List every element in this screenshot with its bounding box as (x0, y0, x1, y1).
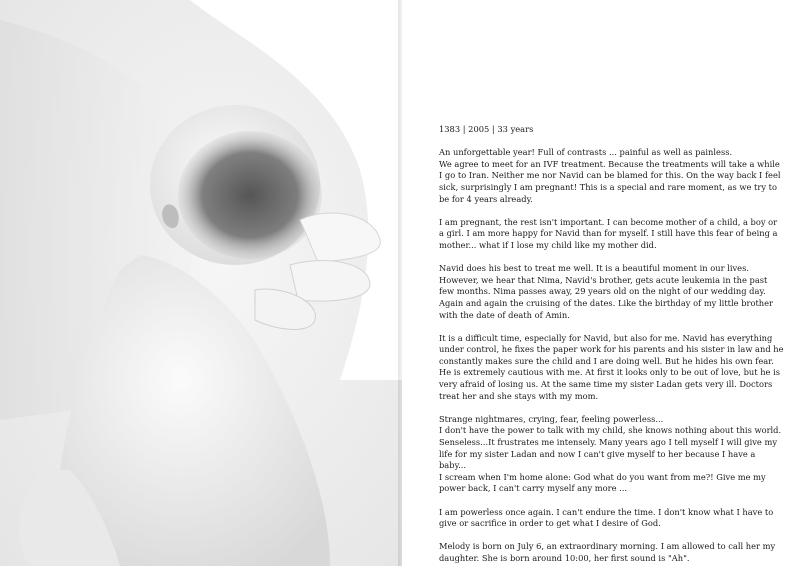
paragraph (439, 263, 784, 321)
text-line: Navid does his best to treat me well. It is a beautiful moment in our lives. (439, 263, 749, 274)
text-line: An unforgettable year! Full of contrasts ... painful as well as painless. (439, 147, 733, 158)
text-line: Again and again the cruising of the dates. Like the birthday of my little brother with the date of death of Amin. (439, 297, 774, 320)
text-line: Melody is born on July 6, an extraordinary morning. I am allowed to call her my daughter. She is born around 10:00, her first sound is "Ah". (439, 541, 776, 563)
paragraph (439, 541, 784, 564)
paragraph (439, 507, 784, 530)
text-block (439, 124, 784, 576)
text-line: I am powerless once again. I can't endure the time. I don't know what I have to give or sacrifice in order to get what I desire of God. (439, 506, 774, 529)
text-line: However, we hear that Nima, Navid's brother, gets acute leukemia in the past few months. Nima passes away, 29 years old on the night of our wedding day. (439, 274, 768, 297)
paragraph (439, 414, 784, 495)
text-line: I don't have the power to talk with my child, she knows nothing about this world. Senseless...It frustrates me intensely. Many years ago I tell myself I will give my life for my sister Ladan and now I can't give myself to her because I have a baby... (439, 425, 782, 471)
page-heading: 1383 | 2005 | 33 years (439, 124, 534, 134)
text-page (402, 0, 800, 566)
paragraph (439, 333, 784, 403)
paragraph (439, 217, 784, 252)
baby-photo (0, 0, 402, 566)
text-line: We agree to meet for an IVF treatment. Because the treatments will take a while I go to Iran. Neither me nor Navid can be blamed for this. On the way back I feel sick, surprisingly I am pregnant! This is a special and rare moment, as we try to be for 4 years already. (439, 158, 781, 204)
text-line: It is a difficult time, especially for Navid, but also for me. Navid has everything under control, he fixes the paper work for his parents and his sister in law and he constantly makes sure the child and I are doing well. But he hides his own fear. He is extremely cautious with me. At first it looks only to be out of love, but he is very afraid of losing us. At the same time my sister Ladan gets very ill. Doctors treat her and she stays with my mom. (439, 332, 784, 401)
text-line: I scream when I'm home alone: God what do you want from me?! Give me my power back, I can't carry myself any more ... (439, 471, 766, 494)
paragraph (439, 147, 784, 205)
photo-page (0, 0, 402, 566)
text-line: I am pregnant, the rest isn't important. I can become mother of a child, a boy or a girl. I am more happy for Navid than for myself. I still have this fear of being a mother... what if I lose my child like my mother did. (439, 216, 778, 250)
text-line: Strange nightmares, crying, fear, feeling powerless... (439, 413, 664, 424)
